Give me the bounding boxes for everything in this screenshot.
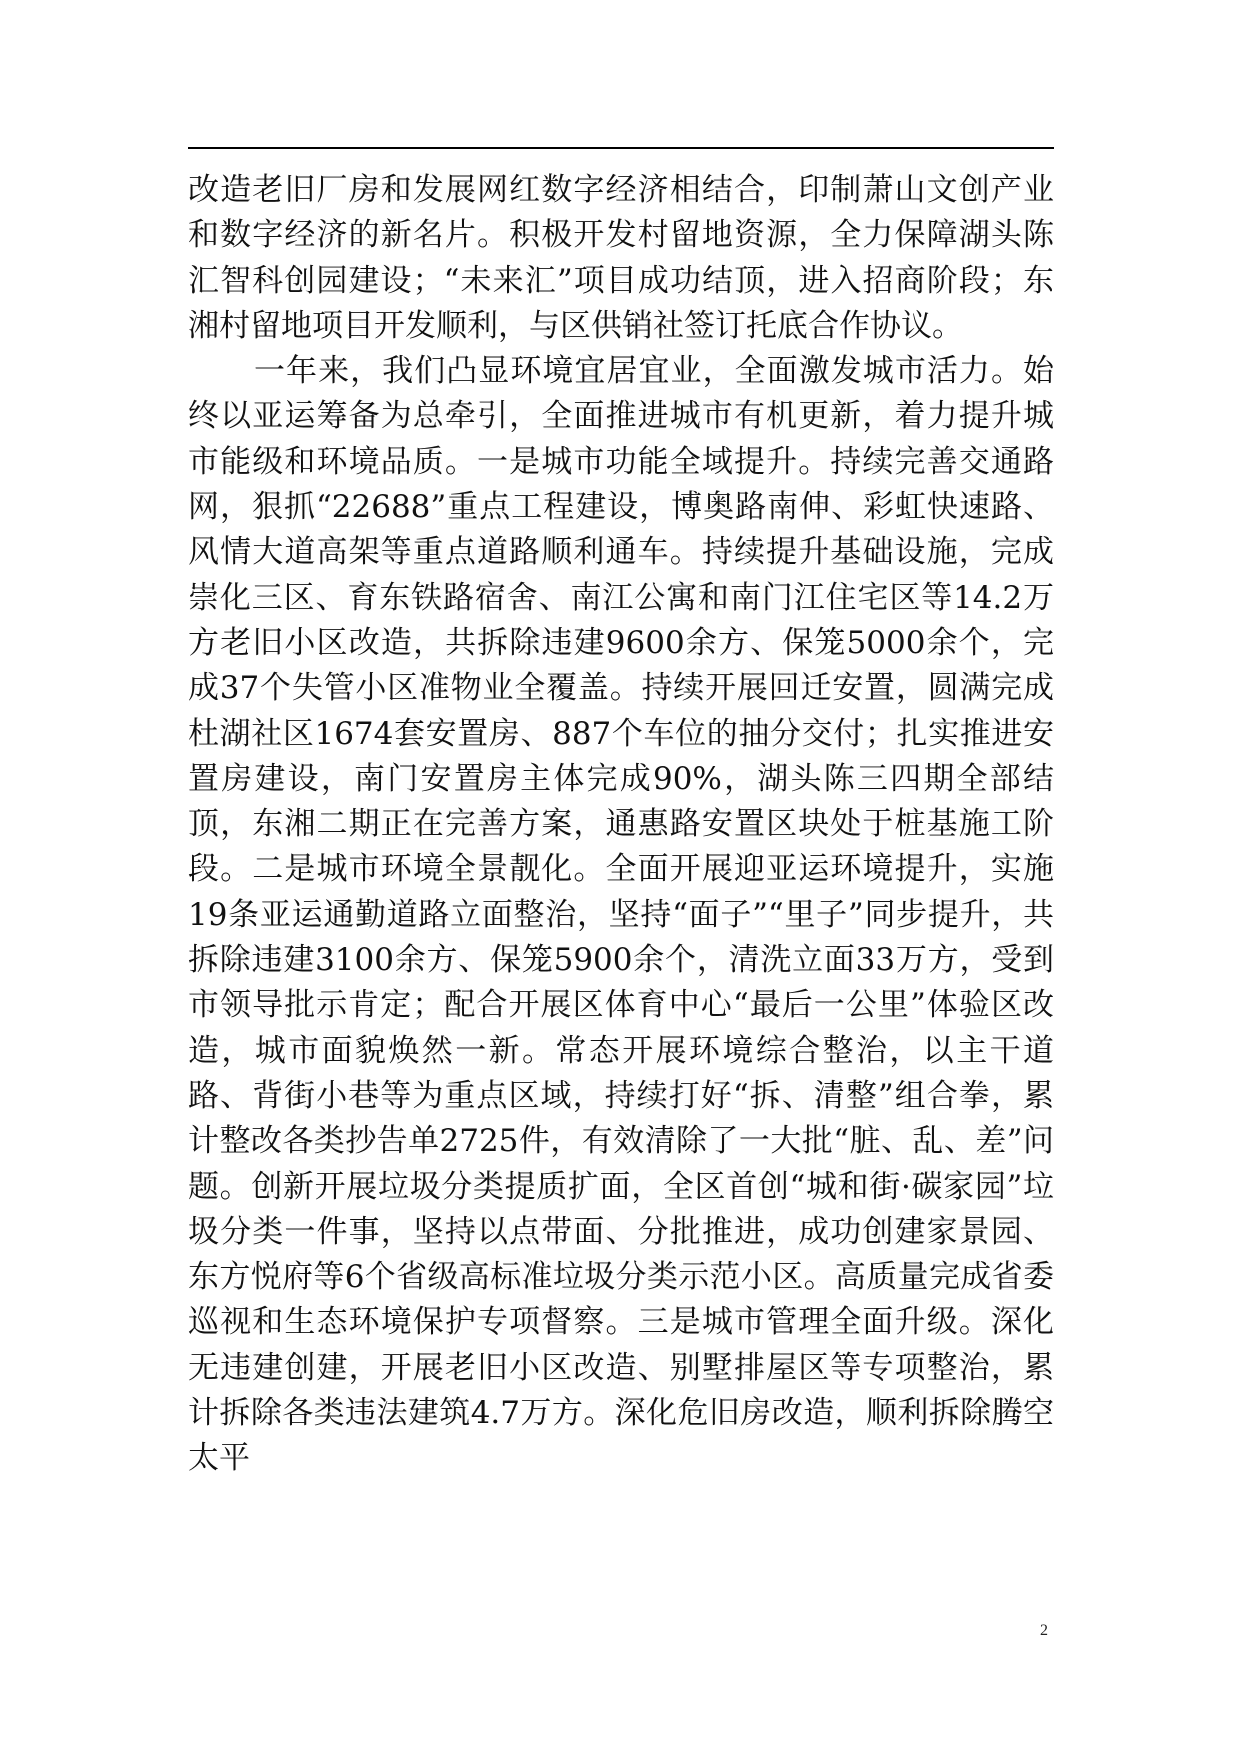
paragraph-continuation: 改造老旧厂房和发展网红数字经济相结合，印制萧山文创产业和数字经济的新名片。积极开发村留地资源，全力保障湖头陈汇智科创园建设；“未来汇”项目成功结顶，进入招商阶段；东湘村留地项目开发顺利，与区供销社签订托底合作协议。 bbox=[188, 172, 1054, 344]
paragraph-year-review: 一年来，我们凸显环境宜居宜业，全面激发城市活力。始终以亚运筹备为总牵引，全面推进城市有机更新，着力提升城市能级和环境品质。一是城市功能全域提升。持续完善交通路网，狠抓“22688”重点工程建设，博奥路南伸、彩虹快速路、风情大道高架等重点道路顺利通车。持续提升基础设施，完成崇化三区、育东铁路宿舍、南江公寓和南门江住宅区等14.2万方老旧小区改造，共拆除违建9600余方、保笼5000余个，完成37个失管小区准物业全覆盖。持续开展回迁安置，圆满完成杜湖社区1674套安置房、887个车位的抽分交付；扎实推进安置房建设，南门安置房主体完成90%，湖头陈三四期全部结顶，东湘二期正在完善方案，通惠路安置区块处于桩基施工阶段。二是城市环境全景靓化。全面开展迎亚运环境提升，实施19条亚运通勤道路立面整治，坚持“面子”“里子”同步提升，共拆除违建3100余方、保笼5900余个，清洗立面33万方，受到市领导批示肯定；配合开展区体育中心“最后一公里”体验区改造，城市面貌焕然一新。常态开展环境综合整治，以主干道路、背街小巷等为重点区域，持续打好“拆、清整”组合拳，累计整改各类抄告单2725件，有效清除了一大批“脏、乱、差”问题。创新开展垃圾分类提质扩面，全区首创“城和街·碳家园”垃圾分类一件事，坚持以点带面、分批推进，成功创建家景园、东方悦府等6个省级高标准垃圾分类示范小区。高质量完成省委巡视和生态环境保护专项督察。三是城市管理全面升级。深化无违建创建，开展老旧小区改造、别墅排屋区等专项整治，累计拆除各类违法建筑4.7万方。深化危旧房改造，顺利拆除腾空太平 bbox=[188, 353, 1054, 1477]
header-rule bbox=[188, 147, 1054, 149]
page-number: 2 bbox=[1040, 1622, 1048, 1639]
body-text bbox=[188, 168, 1054, 1482]
